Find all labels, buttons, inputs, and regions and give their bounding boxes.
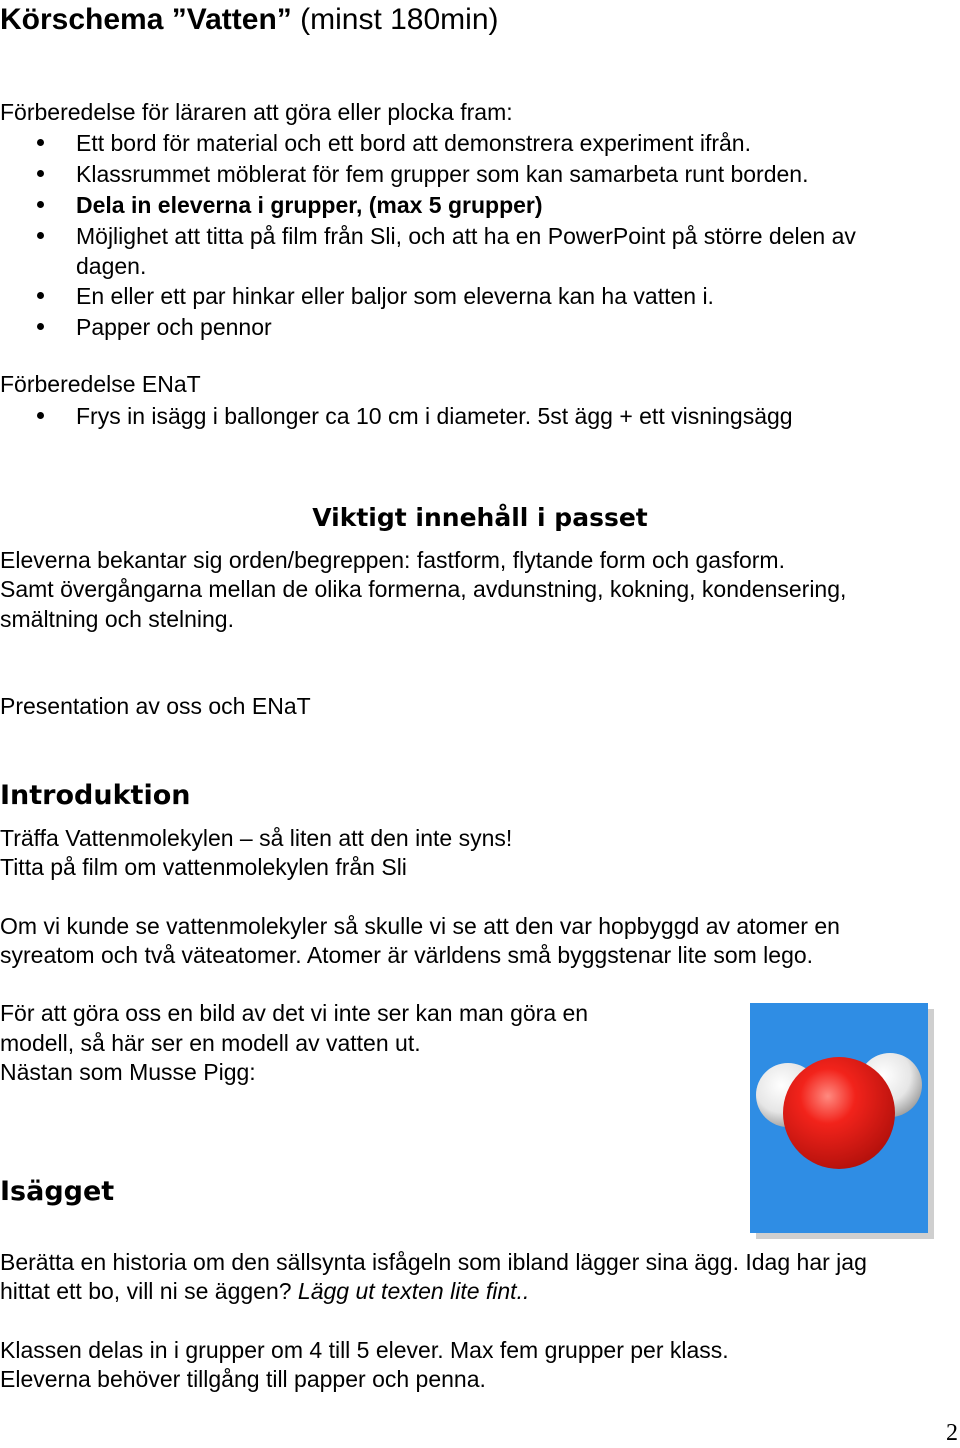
isagget-heading: Isägget bbox=[0, 1176, 115, 1207]
bullet-icon bbox=[37, 412, 44, 419]
list-item: Dela in eleverna i grupper, (max 5 grupper) bbox=[76, 192, 543, 218]
title-bold: Körschema ”Vatten” bbox=[0, 3, 292, 36]
bullet-icon bbox=[37, 323, 44, 330]
isagget-line bbox=[0, 1276, 529, 1306]
isagget-para2-line: Klassen delas in i grupper om 4 till 5 elever. Max fem grupper per klass. bbox=[0, 1337, 729, 1363]
prep-teacher-heading: Förberedelse för läraren att göra eller plocka fram: bbox=[0, 99, 513, 125]
oxygen-atom bbox=[783, 1057, 895, 1169]
important-line: Eleverna bekantar sig orden/begreppen: fastform, flytande form och gasform. bbox=[0, 547, 785, 573]
presentation-line: Presentation av oss och ENaT bbox=[0, 693, 311, 719]
list-item: Papper och pennor bbox=[76, 314, 272, 340]
list-item: Ett bord för material och ett bord att demonstrera experiment ifrån. bbox=[76, 130, 751, 156]
prep-enat-heading: Förberedelse ENaT bbox=[0, 371, 201, 397]
bullet-icon bbox=[37, 170, 44, 177]
important-heading: Viktigt innehåll i passet bbox=[312, 503, 648, 532]
intro-line: Träffa Vattenmolekylen – så liten att den inte syns! bbox=[0, 825, 513, 851]
bullet-icon bbox=[37, 232, 44, 239]
page-number: 2 bbox=[946, 1420, 958, 1446]
isagget-italic-note: Lägg ut texten lite fint.. bbox=[297, 1278, 530, 1304]
list-item-continuation: dagen. bbox=[76, 253, 147, 279]
important-line: Samt övergångarna mellan de olika formerna, avdunstning, kokning, kondensering, bbox=[0, 576, 847, 602]
intro-para3-line: modell, så här ser en modell av vatten ut. bbox=[0, 1030, 421, 1056]
water-molecule-image bbox=[750, 1003, 928, 1233]
intro-para2-line: Om vi kunde se vattenmolekyler så skulle vi se att den var hopbyggd av atomer en bbox=[0, 913, 840, 939]
list-item: Klassrummet möblerat för fem grupper som kan samarbeta runt borden. bbox=[76, 161, 809, 187]
isagget-para2-line: Eleverna behöver tillgång till papper och penna. bbox=[0, 1366, 486, 1392]
list-item: Möjlighet att titta på film från Sli, och att ha en PowerPoint på större delen av bbox=[76, 223, 856, 249]
water-molecule-icon bbox=[750, 1003, 928, 1233]
intro-para3-line: För att göra oss en bild av det vi inte ser kan man göra en bbox=[0, 1000, 589, 1026]
bullet-icon bbox=[37, 292, 44, 299]
intro-para2-line: syreatom och två väteatomer. Atomer är världens små byggstenar lite som lego. bbox=[0, 942, 814, 968]
intro-line: Titta på film om vattenmolekylen från Sli bbox=[0, 854, 407, 880]
list-item: En eller ett par hinkar eller baljor som eleverna kan ha vatten i. bbox=[76, 283, 714, 309]
bullet-icon bbox=[37, 201, 44, 208]
list-item: Frys in isägg i ballonger ca 10 cm i diameter. 5st ägg + ett visningsägg bbox=[76, 403, 793, 429]
page-title bbox=[0, 2, 499, 43]
title-rest: (minst 180min) bbox=[291, 3, 499, 36]
intro-para3-line: Nästan som Musse Pigg: bbox=[0, 1059, 256, 1085]
important-line: smältning och stelning. bbox=[0, 606, 234, 632]
intro-heading: Introduktion bbox=[0, 780, 191, 811]
bullet-icon bbox=[37, 139, 44, 146]
isagget-line: Berätta en historia om den sällsynta isfågeln som ibland lägger sina ägg. Idag har jag bbox=[0, 1249, 867, 1275]
isagget-line-text: hittat ett bo, vill ni se äggen? bbox=[0, 1278, 298, 1304]
